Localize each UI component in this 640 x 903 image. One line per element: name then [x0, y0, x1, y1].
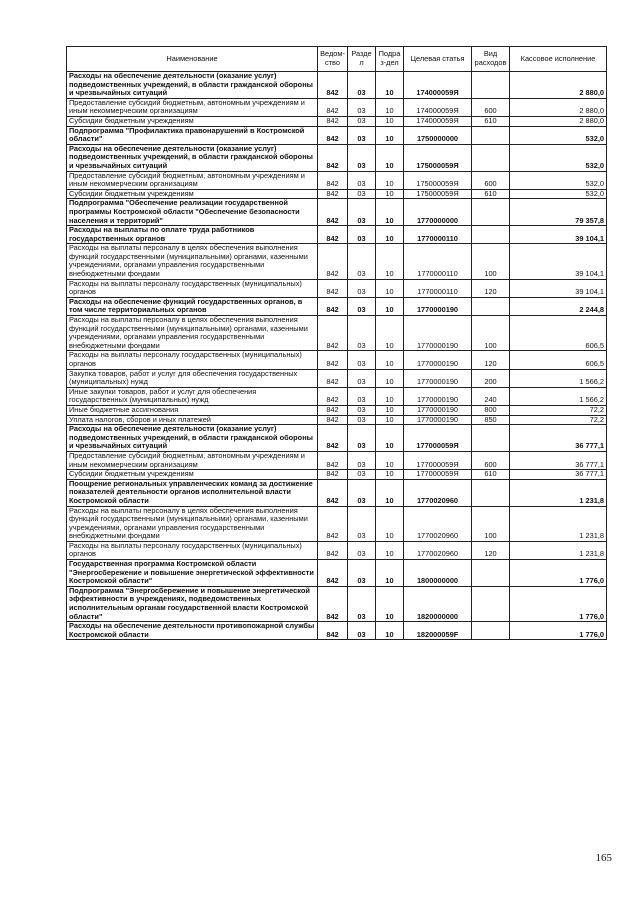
cell-podrazdel: 10	[376, 560, 404, 587]
cell-razdel: 03	[348, 369, 376, 387]
cell-target: 1770000190	[404, 351, 472, 369]
cell-vid: 240	[472, 387, 510, 405]
cell-name: Подпрограмма "Профилактика правонарушений в Костромской области"	[67, 126, 318, 144]
cell-razdel: 03	[348, 316, 376, 351]
cell-target: 177000059Я	[404, 470, 472, 480]
table-row	[67, 351, 607, 369]
table-row	[67, 451, 607, 469]
cell-name: Государственная программа Костромской области "Энергосбережение и повышение энергетической эффективности Костромской области"	[67, 560, 318, 587]
cell-target: 1770000190	[404, 415, 472, 425]
cell-vid: 610	[472, 189, 510, 199]
cell-kass: 39 104,1	[510, 279, 607, 297]
cell-vid: 100	[472, 244, 510, 279]
cell-ved: 842	[318, 541, 348, 559]
page-number: 165	[595, 852, 612, 864]
cell-razdel: 03	[348, 226, 376, 244]
cell-razdel: 03	[348, 189, 376, 199]
cell-razdel: 03	[348, 451, 376, 469]
cell-name: Расходы на выплаты персоналу государственных (муниципальных) органов	[67, 279, 318, 297]
cell-razdel: 03	[348, 244, 376, 279]
cell-vid: 850	[472, 415, 510, 425]
cell-razdel: 03	[348, 479, 376, 506]
cell-kass: 532,0	[510, 189, 607, 199]
cell-name: Расходы на обеспечение деятельности противопожарной службы Костромской области	[67, 622, 318, 640]
cell-vid	[472, 297, 510, 315]
table-row	[67, 279, 607, 297]
cell-target: 175000059Я	[404, 189, 472, 199]
cell-name: Расходы на выплаты по оплате труда работников государственных органов	[67, 226, 318, 244]
cell-kass: 1 776,0	[510, 586, 607, 621]
cell-vid: 120	[472, 541, 510, 559]
cell-razdel: 03	[348, 98, 376, 116]
budget-table	[66, 46, 607, 640]
cell-name: Расходы на выплаты персоналу в целях обеспечения выполнения функций государственными (муниципальными) органами, казенными учреждениями, органами управления государственными внебюджетными фондами	[67, 316, 318, 351]
cell-podrazdel: 10	[376, 351, 404, 369]
cell-podrazdel: 10	[376, 586, 404, 621]
cell-vid	[472, 425, 510, 452]
cell-razdel: 03	[348, 405, 376, 415]
cell-ved: 842	[318, 369, 348, 387]
cell-name: Подпрограмма "Обеспечение реализации государственной программы Костромской области "Обеспечение безопасности населения и территорий"	[67, 199, 318, 226]
cell-ved: 842	[318, 116, 348, 126]
table-header-row	[67, 47, 607, 72]
cell-target: 1770000110	[404, 244, 472, 279]
cell-name: Поощрение региональных управленческих команд за достижение показателей деятельности органов исполнительной власти Костромской области	[67, 479, 318, 506]
cell-name: Предоставление субсидий бюджетным, автономным учреждениям и иным некоммерческим организациям	[67, 451, 318, 469]
cell-kass: 1 231,8	[510, 541, 607, 559]
cell-name: Расходы на выплаты персоналу в целях обеспечения выполнения функций государственными (муниципальными) органами, казенными учреждениями, органами управления государственными внебюджетными фондами	[67, 506, 318, 541]
cell-name: Расходы на выплаты персоналу в целях обеспечения выполнения функций государственными (муниципальными) органами, казенными учреждениями, органами управления государственными внебюджетными фондами	[67, 244, 318, 279]
cell-vid: 600	[472, 171, 510, 189]
cell-podrazdel: 10	[376, 405, 404, 415]
table-row	[67, 369, 607, 387]
cell-name: Субсидии бюджетным учреждениям	[67, 470, 318, 480]
cell-kass: 1 231,8	[510, 506, 607, 541]
cell-target: 1770000190	[404, 369, 472, 387]
cell-vid	[472, 144, 510, 171]
cell-kass: 39 104,1	[510, 244, 607, 279]
table-row	[67, 116, 607, 126]
cell-ved: 842	[318, 479, 348, 506]
cell-ved: 842	[318, 387, 348, 405]
cell-target: 182000059F	[404, 622, 472, 640]
cell-podrazdel: 10	[376, 171, 404, 189]
header-ved: Ведом-ство	[318, 47, 348, 72]
cell-target: 1770000190	[404, 297, 472, 315]
cell-razdel: 03	[348, 470, 376, 480]
cell-name: Расходы на обеспечение деятельности (оказание услуг) подведомственных учреждений, в области гражданской обороны и чрезвычайных ситуаций	[67, 425, 318, 452]
header-kass: Кассовое исполнение	[510, 47, 607, 72]
table-row	[67, 387, 607, 405]
cell-podrazdel: 10	[376, 470, 404, 480]
cell-target: 177000059Я	[404, 425, 472, 452]
cell-name: Расходы на обеспечение деятельности (оказание услуг) подведомственных учреждений, в области гражданской обороны и чрезвычайных ситуаций	[67, 72, 318, 99]
cell-ved: 842	[318, 415, 348, 425]
cell-podrazdel: 10	[376, 297, 404, 315]
cell-kass: 2 880,0	[510, 116, 607, 126]
cell-name: Субсидии бюджетным учреждениям	[67, 189, 318, 199]
cell-vid: 200	[472, 369, 510, 387]
table-row	[67, 425, 607, 452]
cell-kass: 1 566,2	[510, 387, 607, 405]
cell-razdel: 03	[348, 297, 376, 315]
cell-target: 1770000110	[404, 279, 472, 297]
table-row	[67, 98, 607, 116]
cell-target: 1770020960	[404, 479, 472, 506]
cell-ved: 842	[318, 199, 348, 226]
cell-podrazdel: 10	[376, 387, 404, 405]
cell-name: Расходы на обеспечение функций государственных органов, в том числе территориальных органов	[67, 297, 318, 315]
cell-podrazdel: 10	[376, 316, 404, 351]
cell-ved: 842	[318, 451, 348, 469]
table-body	[67, 72, 607, 640]
table-row	[67, 226, 607, 244]
cell-ved: 842	[318, 560, 348, 587]
table-row	[67, 586, 607, 621]
cell-ved: 842	[318, 126, 348, 144]
cell-target: 1750000000	[404, 126, 472, 144]
table-row	[67, 199, 607, 226]
table-row	[67, 244, 607, 279]
cell-razdel: 03	[348, 171, 376, 189]
cell-podrazdel: 10	[376, 425, 404, 452]
cell-kass: 72,2	[510, 415, 607, 425]
table-row	[67, 72, 607, 99]
cell-ved: 842	[318, 405, 348, 415]
header-vid: Вид расходов	[472, 47, 510, 72]
table-row	[67, 560, 607, 587]
cell-name: Предоставление субсидий бюджетным, автономным учреждениям и иным некоммерческим организациям	[67, 171, 318, 189]
cell-razdel: 03	[348, 279, 376, 297]
cell-vid	[472, 586, 510, 621]
cell-podrazdel: 10	[376, 199, 404, 226]
cell-razdel: 03	[348, 622, 376, 640]
cell-kass: 1 231,8	[510, 479, 607, 506]
cell-podrazdel: 10	[376, 126, 404, 144]
cell-podrazdel: 10	[376, 72, 404, 99]
cell-name: Предоставление субсидий бюджетным, автономным учреждениям и иным некоммерческим организациям	[67, 98, 318, 116]
table-row	[67, 297, 607, 315]
cell-name: Подпрограмма "Энергосбережение и повышение энергетической эффективности в учреждениях, подведомственных исполнительным органам государственной власти Костромской области"	[67, 586, 318, 621]
table-row	[67, 316, 607, 351]
cell-name: Субсидии бюджетным учреждениям	[67, 116, 318, 126]
cell-name: Расходы на обеспечение деятельности (оказание услуг) подведомственных учреждений, в области гражданской обороны и чрезвычайных ситуаций	[67, 144, 318, 171]
cell-razdel: 03	[348, 72, 376, 99]
cell-vid: 800	[472, 405, 510, 415]
cell-podrazdel: 10	[376, 622, 404, 640]
cell-ved: 842	[318, 279, 348, 297]
cell-ved: 842	[318, 226, 348, 244]
table-row	[67, 506, 607, 541]
cell-kass: 2 880,0	[510, 98, 607, 116]
cell-kass: 36 777,1	[510, 470, 607, 480]
cell-razdel: 03	[348, 144, 376, 171]
cell-vid: 600	[472, 451, 510, 469]
cell-ved: 842	[318, 425, 348, 452]
cell-podrazdel: 10	[376, 541, 404, 559]
cell-razdel: 03	[348, 541, 376, 559]
table-row	[67, 470, 607, 480]
cell-target: 175000059Я	[404, 144, 472, 171]
cell-vid	[472, 199, 510, 226]
cell-ved: 842	[318, 622, 348, 640]
cell-kass: 1 776,0	[510, 560, 607, 587]
cell-target: 1820000000	[404, 586, 472, 621]
cell-ved: 842	[318, 98, 348, 116]
table-row	[67, 171, 607, 189]
cell-podrazdel: 10	[376, 189, 404, 199]
cell-vid: 610	[472, 470, 510, 480]
header-razdel: Раздел	[348, 47, 376, 72]
cell-kass: 79 357,8	[510, 199, 607, 226]
cell-ved: 842	[318, 244, 348, 279]
cell-razdel: 03	[348, 586, 376, 621]
cell-kass: 1 776,0	[510, 622, 607, 640]
cell-ved: 842	[318, 586, 348, 621]
cell-kass: 39 104,1	[510, 226, 607, 244]
cell-podrazdel: 10	[376, 98, 404, 116]
cell-kass: 1 566,2	[510, 369, 607, 387]
table-row	[67, 415, 607, 425]
cell-name: Расходы на выплаты персоналу государственных (муниципальных) органов	[67, 351, 318, 369]
cell-podrazdel: 10	[376, 144, 404, 171]
cell-vid	[472, 622, 510, 640]
table-row	[67, 405, 607, 415]
cell-kass: 72,2	[510, 405, 607, 415]
cell-podrazdel: 10	[376, 116, 404, 126]
cell-vid: 600	[472, 98, 510, 116]
cell-kass: 532,0	[510, 171, 607, 189]
cell-vid: 100	[472, 316, 510, 351]
cell-kass: 606,5	[510, 351, 607, 369]
cell-target: 174000059Я	[404, 116, 472, 126]
cell-ved: 842	[318, 316, 348, 351]
cell-target: 174000059Я	[404, 72, 472, 99]
cell-target: 1770000190	[404, 387, 472, 405]
cell-kass: 2 244,8	[510, 297, 607, 315]
cell-name: Иные бюджетные ассигнования	[67, 405, 318, 415]
cell-target: 1770020960	[404, 541, 472, 559]
cell-kass: 36 777,1	[510, 451, 607, 469]
cell-kass: 532,0	[510, 126, 607, 144]
table-row	[67, 479, 607, 506]
cell-razdel: 03	[348, 560, 376, 587]
cell-podrazdel: 10	[376, 451, 404, 469]
cell-podrazdel: 10	[376, 244, 404, 279]
cell-razdel: 03	[348, 506, 376, 541]
cell-podrazdel: 10	[376, 369, 404, 387]
cell-vid	[472, 126, 510, 144]
cell-razdel: 03	[348, 126, 376, 144]
cell-ved: 842	[318, 144, 348, 171]
cell-vid	[472, 560, 510, 587]
cell-kass: 2 880,0	[510, 72, 607, 99]
cell-name: Иные закупки товаров, работ и услуг для обеспечения государственных (муниципальных) нужд	[67, 387, 318, 405]
table-row	[67, 541, 607, 559]
cell-target: 1770020960	[404, 506, 472, 541]
cell-ved: 842	[318, 506, 348, 541]
cell-razdel: 03	[348, 387, 376, 405]
cell-razdel: 03	[348, 415, 376, 425]
cell-podrazdel: 10	[376, 226, 404, 244]
cell-kass: 36 777,1	[510, 425, 607, 452]
header-target: Целевая статья	[404, 47, 472, 72]
cell-ved: 842	[318, 171, 348, 189]
cell-target: 1800000000	[404, 560, 472, 587]
header-podrazdel: Подраз-дел	[376, 47, 404, 72]
cell-razdel: 03	[348, 425, 376, 452]
cell-razdel: 03	[348, 351, 376, 369]
cell-podrazdel: 10	[376, 415, 404, 425]
cell-ved: 842	[318, 351, 348, 369]
cell-vid: 120	[472, 279, 510, 297]
cell-target: 1770000190	[404, 405, 472, 415]
cell-ved: 842	[318, 297, 348, 315]
cell-vid	[472, 479, 510, 506]
cell-target: 1770000190	[404, 316, 472, 351]
cell-podrazdel: 10	[376, 479, 404, 506]
cell-vid: 100	[472, 506, 510, 541]
cell-razdel: 03	[348, 116, 376, 126]
table-row	[67, 144, 607, 171]
header-name: Наименование	[67, 47, 318, 72]
cell-razdel: 03	[348, 199, 376, 226]
cell-vid: 120	[472, 351, 510, 369]
cell-target: 177000059Я	[404, 451, 472, 469]
cell-target: 1770000110	[404, 226, 472, 244]
cell-name: Расходы на выплаты персоналу государственных (муниципальных) органов	[67, 541, 318, 559]
cell-vid: 610	[472, 116, 510, 126]
cell-ved: 842	[318, 470, 348, 480]
cell-ved: 842	[318, 72, 348, 99]
cell-target: 1770000000	[404, 199, 472, 226]
table-row	[67, 189, 607, 199]
table-row	[67, 622, 607, 640]
cell-kass: 606,5	[510, 316, 607, 351]
cell-name: Уплата налогов, сборов и иных платежей	[67, 415, 318, 425]
cell-podrazdel: 10	[376, 279, 404, 297]
cell-podrazdel: 10	[376, 506, 404, 541]
cell-ved: 842	[318, 189, 348, 199]
cell-kass: 532,0	[510, 144, 607, 171]
cell-target: 175000059Я	[404, 171, 472, 189]
cell-vid	[472, 72, 510, 99]
cell-name: Закупка товаров, работ и услуг для обеспечения государственных (муниципальных) нужд	[67, 369, 318, 387]
table-row	[67, 126, 607, 144]
cell-vid	[472, 226, 510, 244]
cell-target: 174000059Я	[404, 98, 472, 116]
